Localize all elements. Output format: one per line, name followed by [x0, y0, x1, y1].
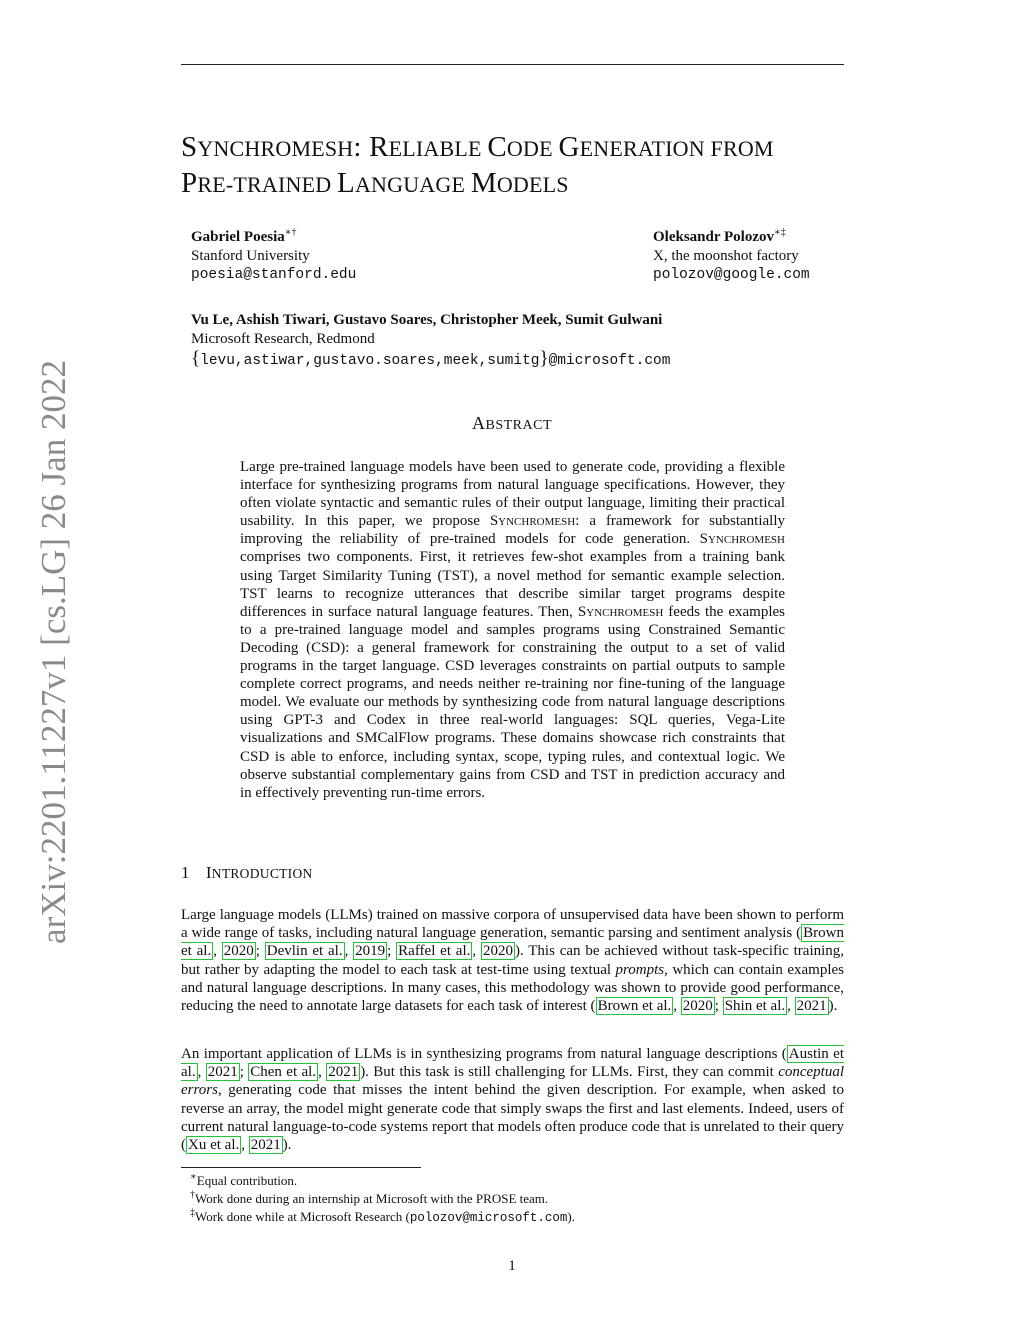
title-line-2: PRE-TRAINED LANGUAGE MODELS: [181, 167, 569, 199]
top-rule: [181, 64, 844, 65]
page-number: 1: [508, 1258, 516, 1274]
citation-link[interactable]: 2019: [355, 943, 386, 960]
citation-link[interactable]: Raffel et al.: [398, 943, 471, 960]
citation-link[interactable]: Chen et al.: [250, 1064, 317, 1081]
footnote-2: †Work done during an internship at Microsoft with the PROSE team.: [190, 1189, 549, 1206]
author-email[interactable]: polozov@google.com: [653, 267, 810, 283]
author-group-microsoft: [191, 311, 670, 371]
system-name: Synchromesh: [699, 531, 785, 548]
footnote-1: ∗Equal contribution.: [190, 1171, 298, 1188]
footnote-3: ‡Work done while at Microsoft Research (polozov@microsoft.com).: [190, 1207, 575, 1225]
citation-link[interactable]: Brown et al.: [597, 998, 672, 1015]
author-names: Vu Le, Ashish Tiwari, Gustavo Soares, Christopher Meek, Sumit Gulwani: [191, 312, 663, 328]
footnote-rule: [181, 1167, 421, 1168]
author-polozov: [653, 228, 810, 285]
author-emails[interactable]: {levu,astiwar,gustavo.soares,meek,sumitg}@microsoft.com: [191, 348, 671, 369]
citation-link[interactable]: Shin et al.: [724, 998, 786, 1015]
footnotes: [190, 1172, 575, 1227]
footnote-email[interactable]: polozov@microsoft.com: [409, 1211, 568, 1225]
system-name: Synchromesh: [489, 513, 576, 530]
author-poesia: [191, 228, 356, 285]
intro-paragraph-2: An important application of LLMs is in synthesizing programs from natural language descriptions ( Austin et al. , 2021 ; Chen et al. , 2021 ). But this task is still challenging for LLMs. First, they can commit conceptual errors, generating code that misses the intent behind the given description. For example, when asked to reverse an array, the model might generate code that simply swaps the first and last elements. Indeed, users of current natural language-to-code systems report that models often produce code that is unrelated to their query ( Xu et al. , 2021 ).: [181, 1046, 845, 1154]
citation-link[interactable]: 2020: [482, 943, 513, 960]
section-heading-introduction: 1 INTRODUCTION: [181, 863, 313, 882]
arxiv-stamp: arXiv:2201.11227v1 [cs.LG] 26 Jan 2022: [34, 360, 73, 944]
citation-link[interactable]: 2021: [796, 998, 827, 1015]
system-name: Synchromesh: [577, 603, 664, 620]
citation-link[interactable]: 2020: [223, 943, 254, 960]
citation-link[interactable]: 2020: [682, 998, 713, 1015]
intro-paragraph-1: Large language models (LLMs) trained on massive corpora of unsupervised data have been shown to perform a wide range of tasks, including natural language generation, semantic parsing and sentiment analysis ( Brown et al. , 2020 ; Devlin et al. , 2019 ; Raffel et al. , 2020 ). This can be achieved without task-specific training, but rather by adapting the model to each task at test-time using textual prompts, which can contain examples and natural language descriptions. In many cases, this methodology was shown to provide good performance, reducing the need to annotate large datasets for each task of interest ( Brown et al. , 2020 ; Shin et al. , 2021 ).: [181, 907, 845, 1015]
abstract-heading: ABSTRACT: [471, 413, 552, 433]
author-marks: ∗‡: [773, 227, 786, 238]
author-affiliation: X, the moonshot factory: [653, 248, 799, 264]
citation-link[interactable]: 2021: [250, 1137, 281, 1154]
citation-link[interactable]: 2021: [207, 1064, 238, 1081]
author-affiliation: Microsoft Research, Redmond: [191, 331, 375, 347]
abstract-text: Large pre-trained language models have been used to generate code, providing a flexible interface for synthesizing programs from natural language specifications. However, they often violate syntactic and semantic rules of their output language, limiting their practical usability. In this paper, we propose Synchromesh: a framework for substantially improving the reliability of pre-trained models for code generation. Synchromesh comprises two components. First, it retrieves few-shot examples from a training bank using Target Similarity Tuning (TST), a novel method for semantic example selection. TST learns to recognize utterances that describe similar target programs despite differences in surface natural language features. Then, Synchromesh feeds the examples to a pre-trained language model and samples programs using Constrained Semantic Decoding (CSD): a general framework for constraining the output to a set of valid programs in the target language. CSD leverages constraints on partial outputs to sample complete correct programs, and needs neither re-training nor fine-tuning of the language model. We evaluate our methods by synthesizing code from natural language descriptions using GPT-3 and Codex in three real-world languages: SQL queries, Vega-Lite visualizations and SMCalFlow programs. These domains showcase rich constraints that CSD is able to enforce, including syntax, scope, typing rules, and contextual logic. We observe substantial complementary gains from CSD and TST in prediction accuracy and in effectively preventing run-time errors.: [240, 459, 786, 801]
citation-link[interactable]: Xu et al.: [188, 1137, 240, 1154]
paper-title: [181, 130, 861, 202]
citation-link[interactable]: Austin et al.: [181, 1046, 844, 1081]
author-marks: ∗†: [284, 227, 297, 238]
title-line-1: SYNCHROMESH: RELIABLE CODE GENERATION FROM: [181, 131, 774, 163]
author-affiliation: Stanford University: [191, 248, 310, 264]
citation-link[interactable]: Brown et al.: [181, 925, 844, 960]
citation-link[interactable]: Devlin et al.: [266, 943, 343, 960]
author-email[interactable]: poesia@stanford.edu: [191, 267, 357, 283]
author-name: Gabriel Poesia: [191, 229, 285, 245]
citation-link[interactable]: 2021: [328, 1064, 359, 1081]
author-name: Oleksandr Polozov: [653, 229, 774, 245]
